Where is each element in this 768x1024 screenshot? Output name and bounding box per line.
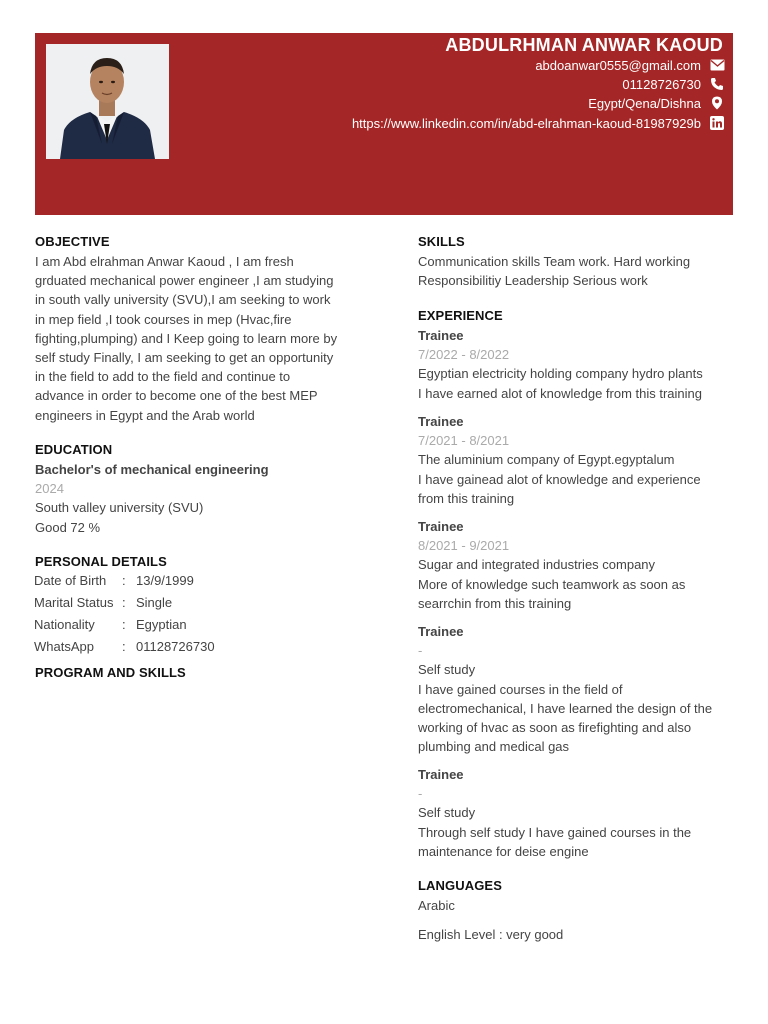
experience-line: Self study [418,805,476,821]
contact-location [588,94,725,112]
phone-text[interactable]: 01128726730 [622,76,701,92]
linkedin-link[interactable]: https://www.linkedin.com/in/abd-elrahman-kaoud-81987929b [351,115,701,131]
experience-role: Trainee [418,414,464,429]
personal-label: Nationality [34,617,95,632]
personal-details-title: PERSONAL DETAILS [35,554,167,569]
phone-icon [709,76,725,92]
experience-role: Trainee [418,519,464,534]
experience-line: More of knowledge such teamwork as soon as [418,576,686,592]
experience-role: Trainee [418,767,464,782]
experience-line: maintenance for deise engine [418,843,589,859]
linkedin-icon [709,115,725,131]
personal-separator: : [122,639,126,654]
personal-label: Marital Status [34,595,114,610]
objective-line: in south vally university (SVU),I am seeking to work [35,292,331,308]
contact-phone[interactable] [622,75,725,93]
contact-email[interactable] [535,56,725,74]
personal-label: Date of Birth [34,573,107,588]
personal-value: 13/9/1999 [136,573,194,588]
experience-title: EXPERIENCE [418,308,503,323]
languages-title: LANGUAGES [418,878,502,893]
experience-line: I have earned alot of knowledge from this training [418,385,703,401]
objective-text [35,252,365,425]
experience-line: Egyptian electricity holding company hydro plants [418,366,703,382]
personal-separator: : [122,573,126,588]
experience-line: I have gainead alot of knowledge and experience [418,471,701,487]
experience-item [418,765,738,861]
objective-line: fighting,plumping) and I Keep going to learn more by [35,330,338,346]
profile-photo [46,44,169,159]
objective-title: OBJECTIVE [35,234,110,249]
experience-role: Trainee [418,624,464,639]
skills-title: SKILLS [418,234,465,249]
education-grade: Good 72 % [35,519,101,535]
personal-label: WhatsApp [34,639,94,654]
experience-dates: - [418,643,423,659]
email-text[interactable]: abdoanwar0555@gmail.com [535,57,701,73]
experience-line: The aluminium company of Egypt.egyptalum [418,452,675,468]
contact-linkedin[interactable] [352,114,725,132]
experience-dates: - [418,786,423,802]
experience-dates: 7/2021 - 8/2021 [418,433,510,449]
education-school: South valley university (SVU) [35,500,204,516]
objective-line: advance in order to become one of the best MEP [35,388,318,404]
experience-item [418,412,738,508]
program-skills-title: PROGRAM AND SKILLS [35,665,186,680]
candidate-name: ABDULRHMAN ANWAR KAOUD [445,35,723,55]
experience-line: working of hvac as soon as firefighting and also [418,720,692,736]
resume-header [35,33,733,215]
skills-text [418,252,738,290]
location-text: Egypt/Qena/Dishna [588,95,701,111]
map-pin-icon [709,95,725,111]
education-entry [35,460,365,537]
experience-dates: 7/2022 - 8/2022 [418,347,510,363]
experience-line: searrchin from this training [418,595,572,611]
experience-item [418,517,738,613]
experience-dates: 8/2021 - 9/2021 [418,538,510,554]
personal-value: Egyptian [136,617,187,632]
skills-line: Communication skills Team work. Hard working [418,254,691,269]
experience-line: Sugar and integrated industries company [418,557,656,573]
education-degree: Bachelor's of mechanical engineering [35,462,269,477]
objective-line: engineers in Egypt and the Arab world [35,407,255,423]
objective-line: in mep field ,I took courses in mep (Hvac,fire [35,311,292,327]
personal-value: Single [136,595,173,610]
experience-line: electromechanical, I have learned the design of the [418,700,713,716]
language-item: Arabic [418,898,455,913]
experience-line: plumbing and medical gas [418,739,570,755]
education-year: 2024 [35,481,64,497]
personal-separator: : [122,617,126,632]
experience-line: Through self study I have gained courses in the [418,824,692,840]
objective-line: self study Finally, I am seeking to get an opportunity [35,350,334,366]
skills-line: Responsibilitiy Leadership Serious work [418,273,648,289]
objective-line: I am Abd elrahman Anwar Kaoud , I am fresh [35,254,294,269]
envelope-icon [709,57,725,73]
experience-line: Self study [418,662,476,678]
personal-value: 01128726730 [136,639,215,654]
experience-role: Trainee [418,328,464,343]
experience-line: I have gained courses in the field of [418,681,623,697]
education-title: EDUCATION [35,442,113,457]
experience-item [418,326,738,403]
objective-line: grduated mechanical power engineer ,I am studying [35,273,334,289]
experience-line: from this training [418,490,515,506]
objective-line: in the field to add to the field and continue to [35,369,291,385]
personal-separator: : [122,595,126,610]
experience-item [418,622,738,756]
language-item: English Level : very good [418,927,564,942]
